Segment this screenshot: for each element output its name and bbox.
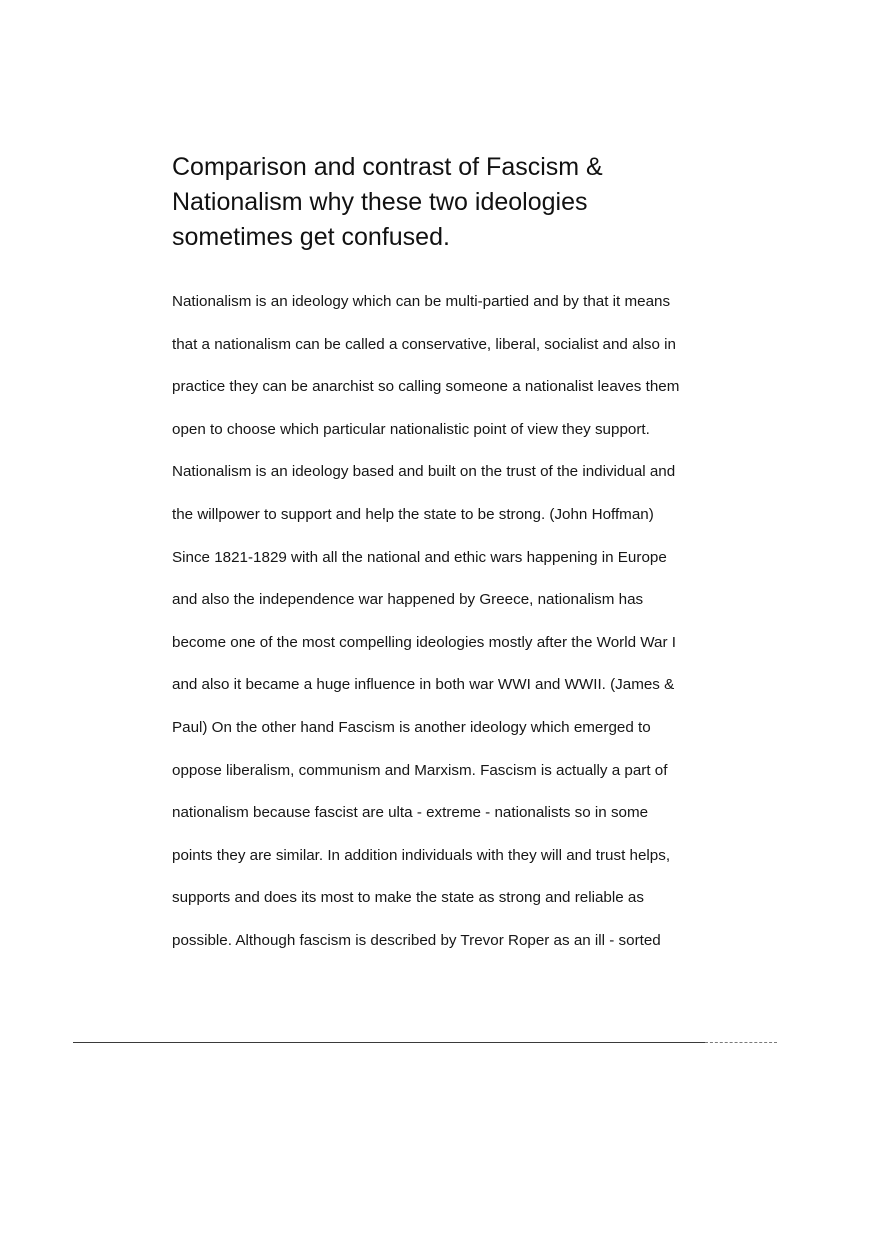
- body-line: oppose liberalism, communism and Marxism. Fascism is actually a part of: [172, 761, 668, 779]
- body-line: points they are similar. In addition individuals with they will and trust helps,: [172, 846, 671, 864]
- body-line: Nationalism is an ideology based and built on the trust of the individual and: [172, 463, 676, 481]
- title-line: Nationalism why these two ideologies: [172, 188, 588, 216]
- body-line: the willpower to support and help the state to be strong. (John Hoffman): [172, 505, 654, 523]
- body-line: Since 1821-1829 with all the national and ethic wars happening in Europe: [172, 548, 667, 566]
- document-title: [172, 150, 642, 255]
- body-line: Paul) On the other hand Fascism is another ideology which emerged to: [172, 718, 651, 736]
- body-line: nationalism because fascist are ulta - extreme - nationalists so in some: [172, 804, 649, 822]
- body-line: possible. Although fascism is described by Trevor Roper as an ill - sorted: [172, 931, 661, 949]
- body-line: become one of the most compelling ideologies mostly after the World War I: [172, 633, 676, 651]
- body-paragraph: [172, 288, 732, 970]
- body-line: open to choose which particular nationalistic point of view they support.: [172, 420, 650, 438]
- body-line: and also the independence war happened by Greece, nationalism has: [172, 591, 644, 609]
- footnote-separator-tail: [705, 1042, 777, 1043]
- footnote-separator-rule: [73, 1042, 705, 1043]
- body-line: supports and does its most to make the state as strong and reliable as: [172, 889, 644, 907]
- body-line: Nationalism is an ideology which can be multi-partied and by that it means: [172, 293, 671, 310]
- body-line: that a nationalism can be called a conservative, liberal, socialist and also in: [172, 335, 676, 353]
- body-line: and also it became a huge influence in both war WWI and WWII. (James &: [172, 676, 675, 694]
- title-line: Comparison and contrast of Fascism &: [172, 153, 603, 181]
- body-line: practice they can be anarchist so calling someone a nationalist leaves them: [172, 378, 680, 396]
- title-line: sometimes get confused.: [172, 223, 450, 251]
